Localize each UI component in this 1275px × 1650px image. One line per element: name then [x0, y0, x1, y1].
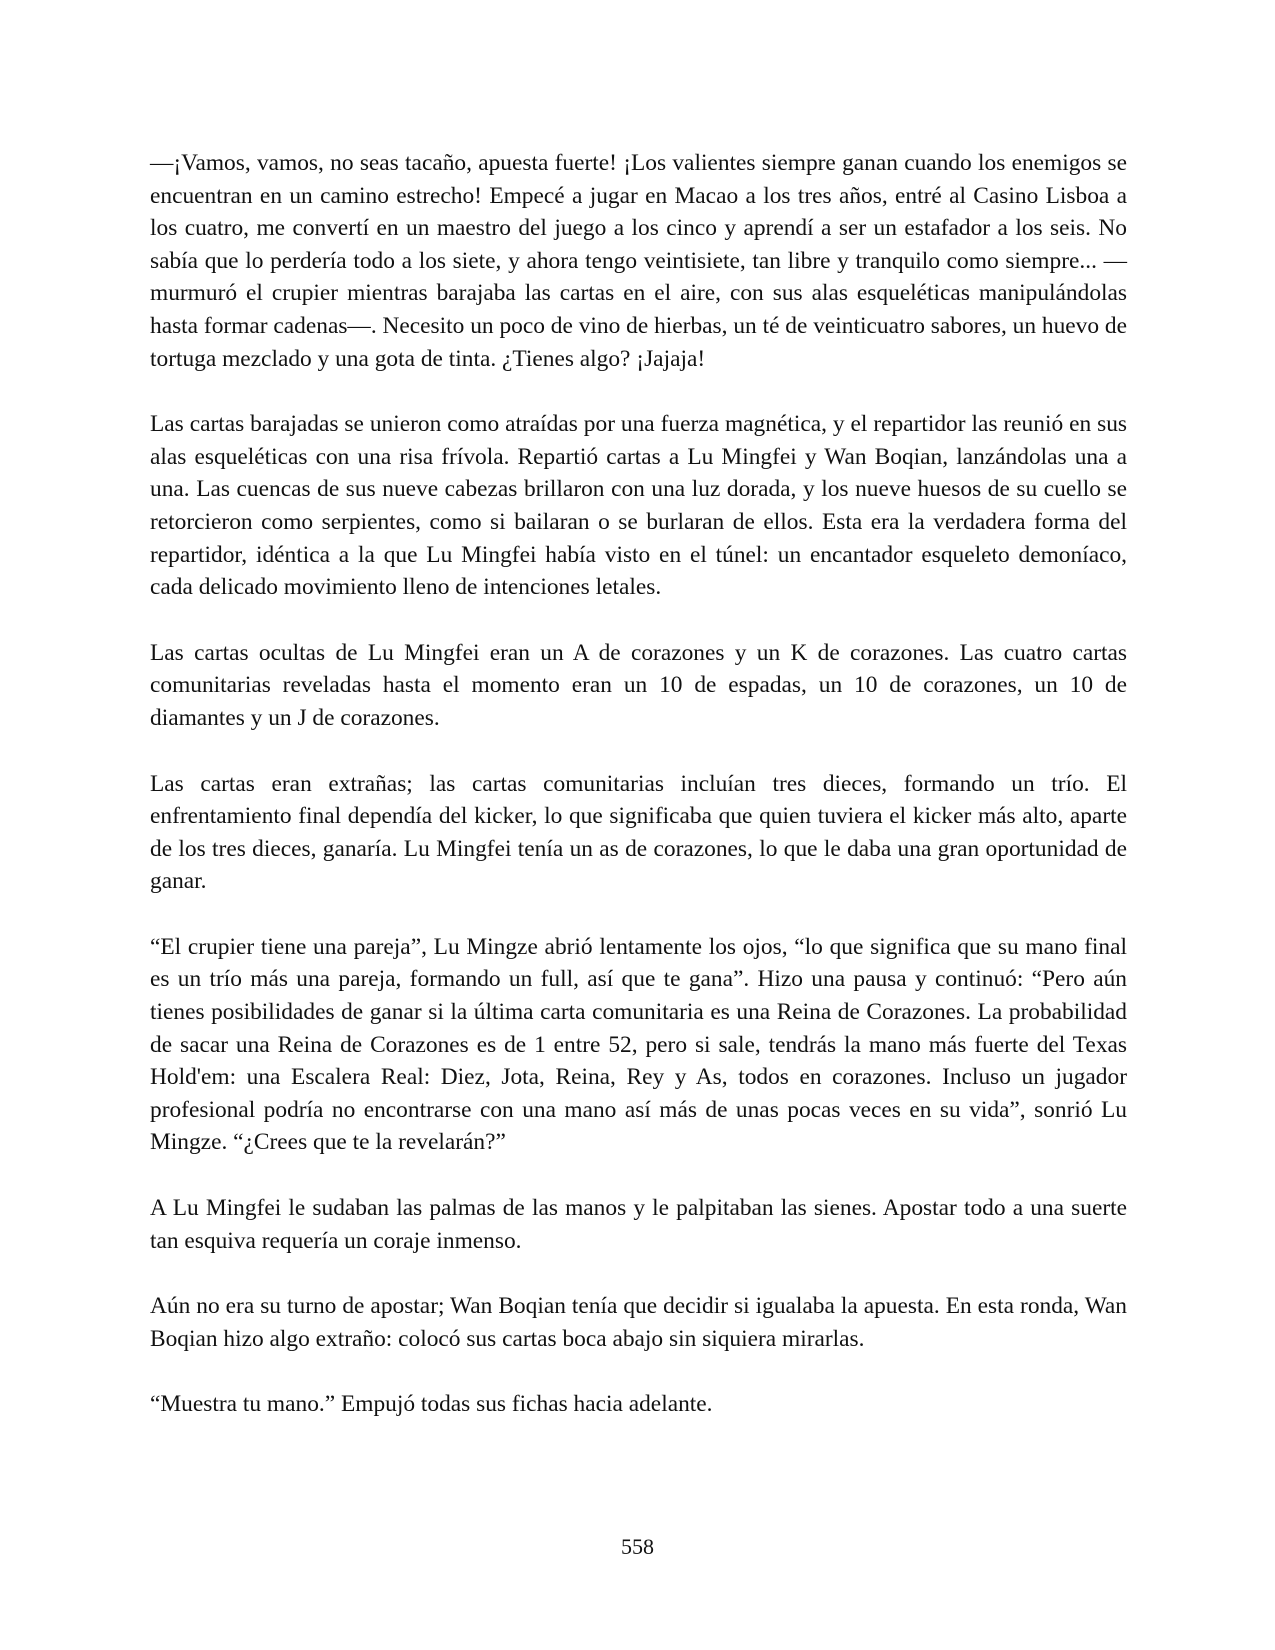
paragraph: Las cartas barajadas se unieron como atraídas por una fuerza magnética, y el repartidor las reunió en sus alas esqueléticas con una risa frívola. Repartió cartas a Lu Mingfei y Wan Boqian, lanzándolas una a una. Las cuencas de sus nueve cabezas brillaron con una luz dorada, y los nueve huesos de su cuello se retorcieron como serpientes, como si bailaran o se burlaran de ellos. Esta era la verdadera forma del repartidor, idéntica a la que Lu Mingfei había visto en el túnel: un encantador esqueleto demoníaco, cada delicado movimiento lleno de intenciones letales. [150, 411, 1127, 601]
paragraph: A Lu Mingfei le sudaban las palmas de las manos y le palpitaban las sienes. Apostar todo a una suerte tan esquiva requería un coraje inmenso. [150, 1195, 1127, 1254]
paragraph: Las cartas eran extrañas; las cartas comunitarias incluían tres dieces, formando un trío. El enfrentamiento final dependía del kicker, lo que significaba que quien tuviera el kicker más alto, aparte de los tres dieces, ganaría. Lu Mingfei tenía un as de corazones, lo que le daba una gran oportunidad de ganar. [150, 770, 1127, 895]
paragraph: Las cartas ocultas de Lu Mingfei eran un A de corazones y un K de corazones. Las cuatro cartas comunitarias reveladas hasta el momento eran un 10 de espadas, un 10 de corazones, un 10 de diamantes y un J de corazones. [150, 639, 1127, 731]
paragraph: —¡Vamos, vamos, no seas tacaño, apuesta fuerte! ¡Los valientes siempre ganan cuando los enemigos se encuentran en un camino estrecho! Empecé a jugar en Macao a los tres años, entré al Casino Lisboa a los cuatro, me convertí en un maestro del juego a los cinco y aprendí a ser un estafador a los seis. No sabía que lo perdería todo a los siete, y ahora tengo veintisiete, tan libre y tranquilo como siempre... —murmuró el crupier mientras barajaba las cartas en el aire, con sus alas esqueléticas manipulándolas hasta formar cadenas—. Necesito un poco de vino de hierbas, un té de veinticuatro sabores, un huevo de tortuga mezclado y una gota de tinta. ¿Tienes algo? ¡Jajaja! [150, 150, 1127, 372]
paragraph: “Muestra tu mano.” Empujó todas sus fichas hacia adelante. [150, 1391, 713, 1418]
paragraph: “El crupier tiene una pareja”, Lu Mingze abrió lentamente los ojos, “lo que significa que su mano final es un trío más una pareja, formando un full, así que te gana”. Hizo una pausa y continuó: “Pero aún tienes posibilidades de ganar si la última carta comunitaria es una Reina de Corazones. La probabilidad de sacar una Reina de Corazones es de 1 entre 52, pero si sale, tendrás la mano más fuerte del Texas Hold'em: una Escalera Real: Diez, Jota, Reina, Rey y As, todos en corazones. Incluso un jugador profesional podría no encontrarse con una mano así más de unas pocas veces en su vida”, sonrió Lu Mingze. “¿Crees que te la revelarán?” [150, 933, 1127, 1156]
paragraph: Aún no era su turno de apostar; Wan Boqian tenía que decidir si igualaba la apuesta. En esta ronda, Wan Boqian hizo algo extraño: colocó sus cartas boca abajo sin siquiera mirarlas. [150, 1293, 1127, 1352]
body-text [150, 147, 1127, 1454]
page-number: 558 [621, 1534, 654, 1559]
